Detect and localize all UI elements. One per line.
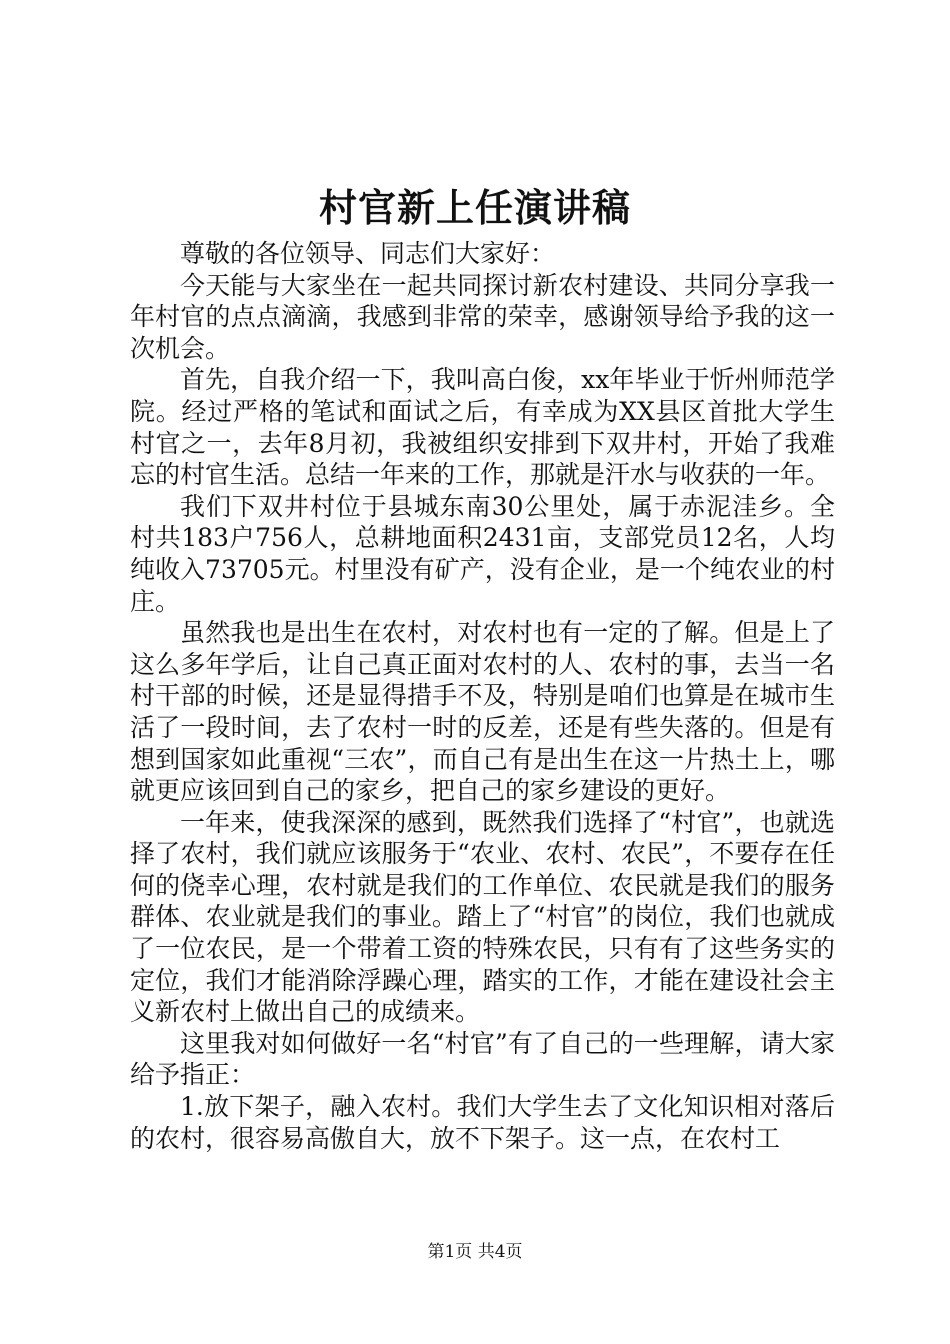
document-title: 村官新上任演讲稿 [318, 185, 631, 230]
paragraph-opening: 今天能与大家坐在一起共同探讨新农村建设、共同分享我一年村官的点点滴滴，我感到非常的荣幸，感谢领导给予我的这一次机会。 [130, 270, 835, 363]
paragraph-self-introduction: 首先，自我介绍一下，我叫高白俊，xx年毕业于忻州师范学院。经过严格的笔试和面试之后，有幸成为XX县区首批大学生村官之一，去年8月初，我被组织安排到下双井村，开始了我难忘的村官生活。总结一年来的工作，那就是汗水与收获的一年。 [130, 365, 835, 490]
paragraph-understanding-intro: 这里我对如何做好一名“村官”有了自己的一些理解，请大家给予指正： [130, 1028, 835, 1090]
page-footer: 第1页 共4页 [427, 1242, 523, 1262]
paragraph-greeting: 尊敬的各位领导、同志们大家好： [180, 239, 556, 268]
paragraph-adaptation: 虽然我也是出生在农村，对农村也有一定的了解。但是上了这么多年学后，让自己真正面对农村的人、农村的事，去当一名村干部的时候，还是显得措手不及，特别是咱们也算是在城市生活了一段时间，去了农村一时的反差，还是有些失落的。但是有想到国家如此重视“三农”，而自己有是出生在这一片热土上，哪就更应该回到自己的家乡，把自己的家乡建设的更好。 [130, 618, 835, 806]
paragraph-village-profile: 我们下双井村位于县城东南30公里处，属于赤泥洼乡。全村共183户756人，总耕地面积2431亩，支部党员12名，人均纯收入73705元。村里没有矿产，没有企业，是一个纯农业的村庄。 [130, 491, 835, 616]
paragraph-reflection: 一年来，使我深深的感到，既然我们选择了“村官”，也就选择了农村，我们就应该服务于“农业、农村、农民”，不要存在任何的侥幸心理，农村就是我们的工作单位、农民就是我们的服务群体、农业就是我们的事业。踏上了“村官”的岗位，我们也就成了一位农民，是一个带着工资的特殊农民，只有有了这些务实的定位，我们才能消除浮躁心理，踏实的工作，才能在建设社会主义新农村上做出自己的成绩来。 [130, 807, 835, 1027]
document-body [130, 238, 835, 1154]
paragraph-point-one: 1.放下架子，融入农村。我们大学生去了文化知识相对落后的农村，很容易高傲自大，放不下架子。这一点，在农村工 [130, 1092, 835, 1153]
